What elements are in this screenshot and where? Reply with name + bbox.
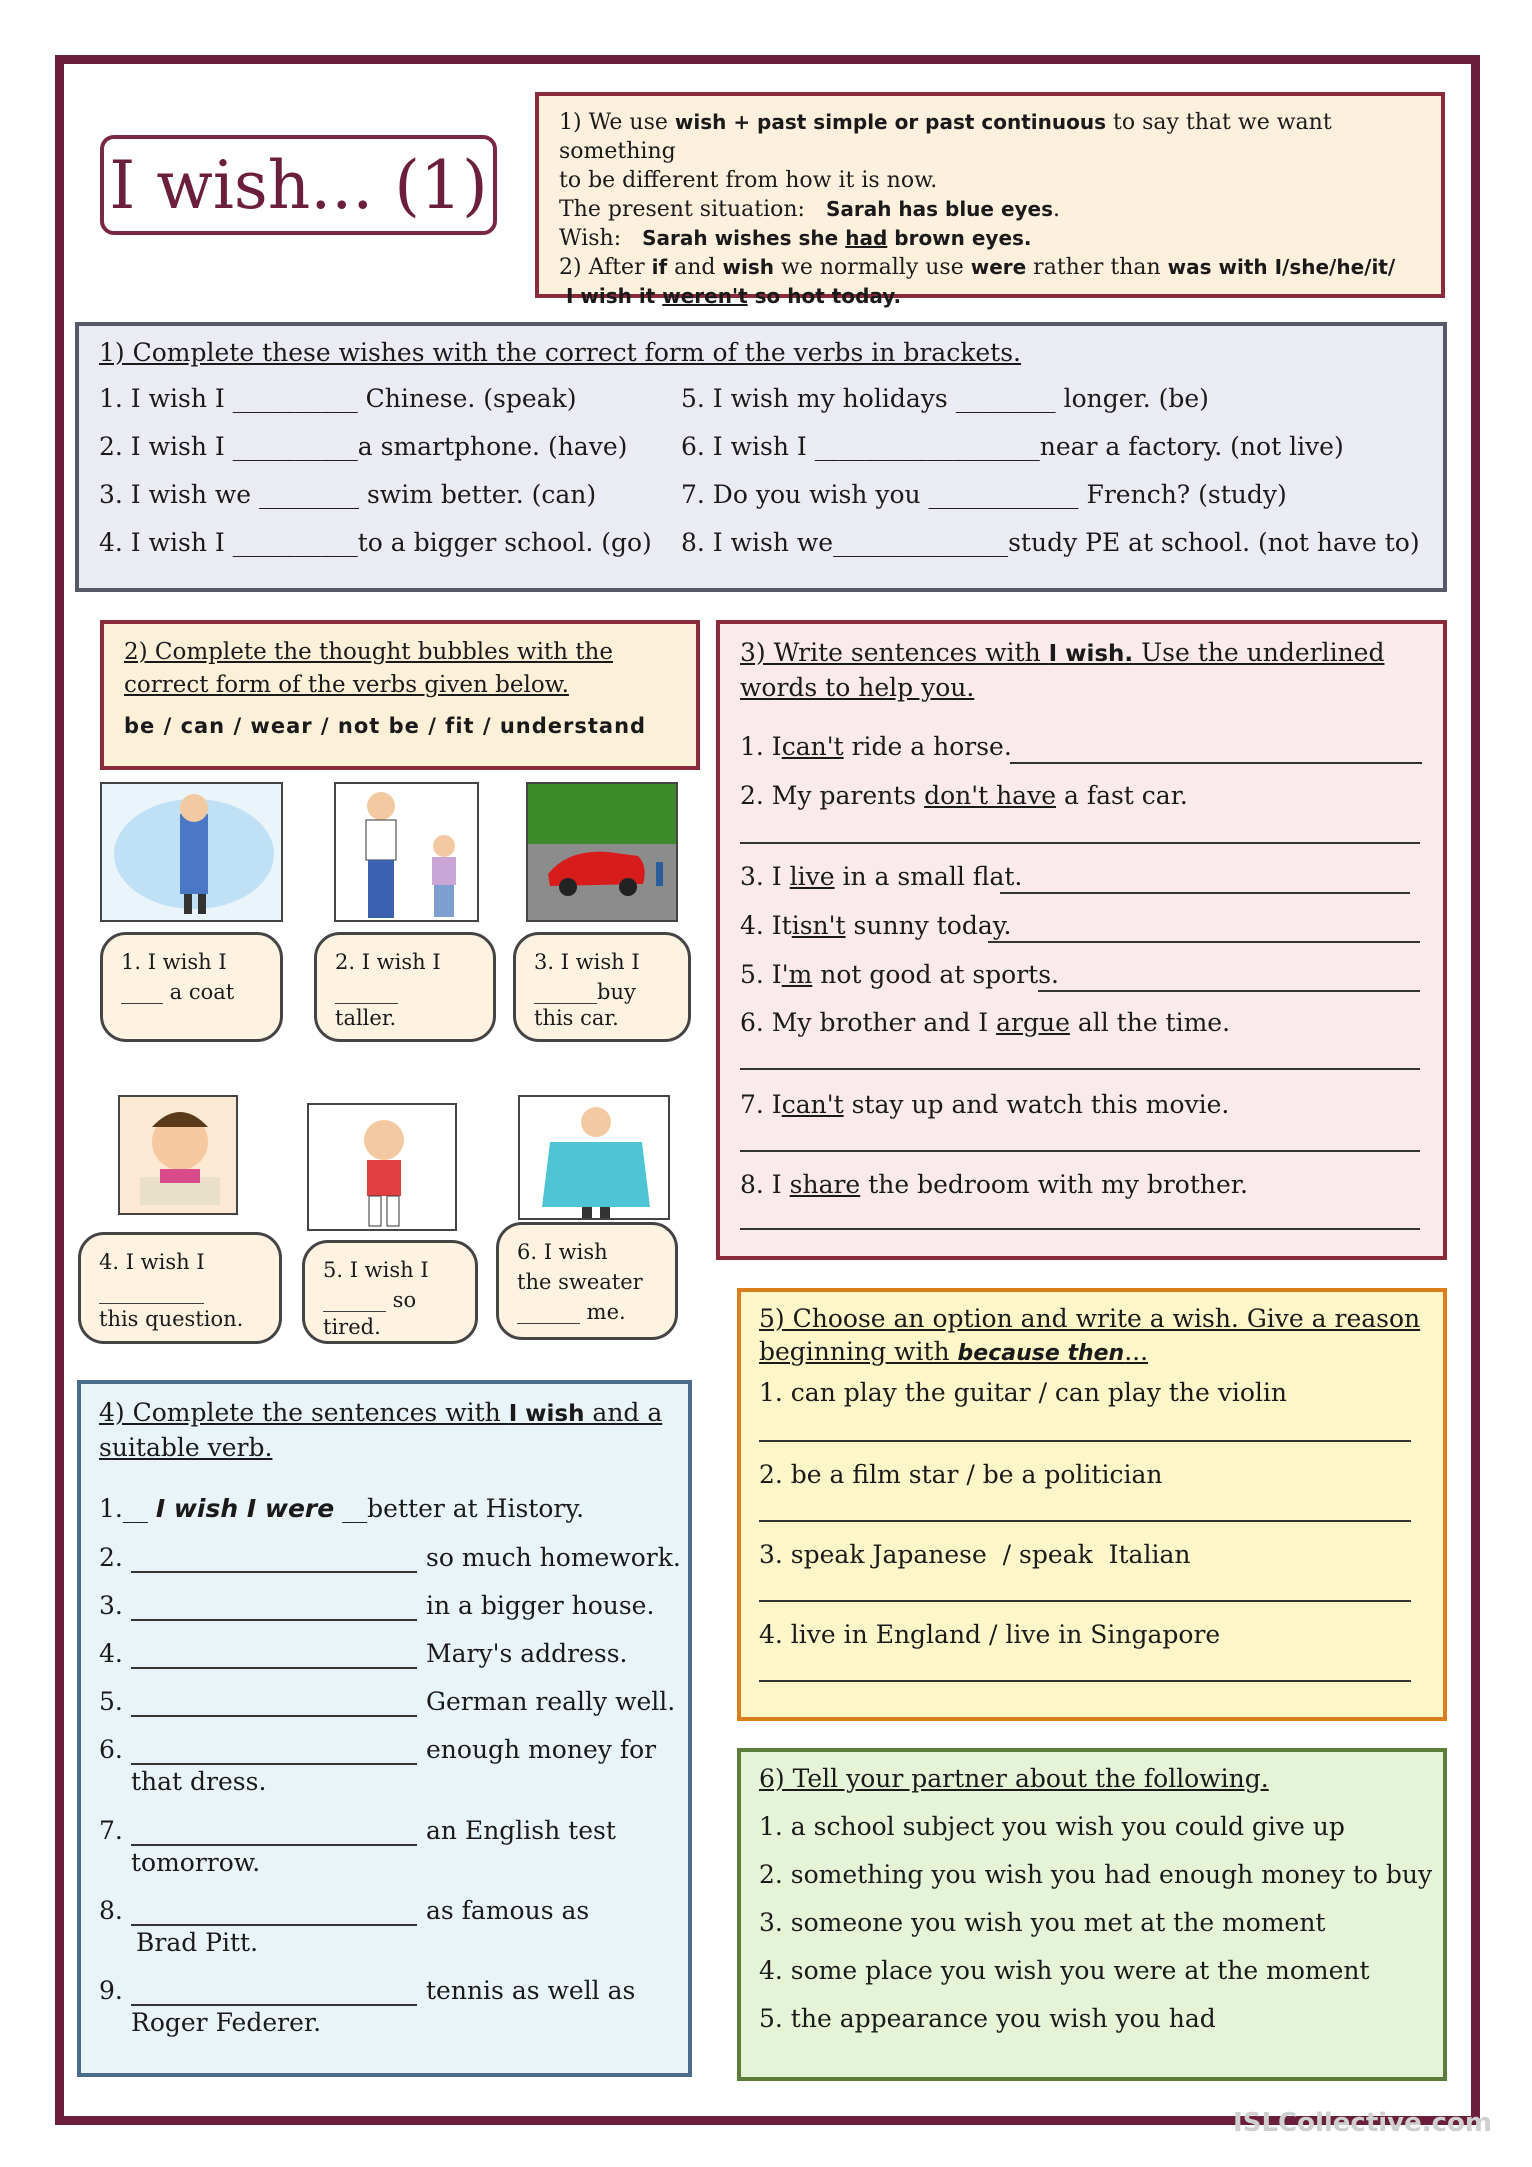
answer-line[interactable] <box>740 1228 1420 1230</box>
ex4-item: in a bigger house. <box>426 1591 655 1620</box>
ex4-item: German really well. <box>426 1687 676 1716</box>
watermark: ISLCollective.com <box>1233 2108 1492 2138</box>
verb-list: be / can / wear / not be / fit / understand <box>124 714 647 738</box>
ex1-item: 8. I wish we______________study PE at school. (not have to) <box>681 528 1420 557</box>
exercise-2 <box>100 620 700 770</box>
answer-line[interactable] <box>740 1150 1420 1152</box>
answer-line[interactable] <box>131 1924 417 1926</box>
ex4-example: 1.__ I wish I were __better at History. <box>99 1494 585 1523</box>
ex3-item: 6. My brother and I argue all the time. <box>740 1008 1231 1037</box>
ex3-item: 2. My parents don't have a fast car. <box>740 781 1188 810</box>
thought-bubble-6: 6. I wish the sweater ______ me. <box>496 1222 678 1340</box>
answer-line[interactable] <box>1038 990 1420 992</box>
ex4-item: as famous as <box>426 1896 590 1925</box>
answer-line[interactable] <box>988 941 1420 943</box>
exercise-1 <box>75 322 1447 592</box>
answer-line[interactable] <box>1010 762 1422 764</box>
ex5-item: 4. live in England / live in Singapore <box>759 1620 1221 1649</box>
ex5-item: 1. can play the guitar / can play the violin <box>759 1378 1288 1407</box>
answer-line[interactable] <box>131 1667 417 1669</box>
ex6-item: 3. someone you wish you met at the moment <box>759 1908 1326 1937</box>
answer-line[interactable] <box>740 842 1420 844</box>
tired-runner-picture <box>307 1103 457 1231</box>
exercise-3: 3) Write sentences with I wish. Use the underlined words to help you. 1. Ican't ride a horse. 2. My parents don't have a fast car. 3. I live in a small flat. 4. Itisn't sunny today. 5. I'm not good at sports. 6. My brother and I argue all the time. 7. Ican't stay up and watch this movie. 8. I share the bedroom with my brother. <box>716 620 1447 1260</box>
exercise-1-heading: 1) Complete these wishes with the correct form of the verbs in brackets. <box>99 338 1021 367</box>
red-car-picture <box>526 782 678 922</box>
grammar-info-box: 1) We use wish + past simple or past continuous to say that we want something to be different from how it is now. The present situation: Sarah has blue eyes. Wish: Sarah wishes she had brown eyes. 2) After if and wish we normally use were rather than was with I/she/he/it/ I wish it weren't so hot today. <box>535 92 1445 298</box>
ex3-item: 3. I live in a small flat. <box>740 862 1023 891</box>
ex1-item: 2. I wish I __________a smartphone. (have) <box>99 432 628 461</box>
confused-girl-picture <box>118 1095 238 1215</box>
ex3-item: 4. Itisn't sunny today. <box>740 911 1012 940</box>
thought-bubble-2: 2. I wish I ______ taller. <box>314 932 496 1042</box>
thought-bubble-5: 5. I wish I ______ so tired. <box>302 1240 478 1344</box>
thought-bubble-1: 1. I wish I ____ a coat <box>100 932 283 1042</box>
ex1-item: 3. I wish we ________ swim better. (can) <box>99 480 597 509</box>
answer-line[interactable] <box>759 1440 1411 1442</box>
thought-bubble-3: 3. I wish I ______buy this car. <box>513 932 691 1042</box>
answer-line[interactable] <box>131 1571 417 1573</box>
exercise-2-heading: 2) Complete the thought bubbles with the correct form of the verbs given below. <box>124 639 613 698</box>
ex1-item: 5. I wish my holidays ________ longer. (be) <box>681 384 1209 413</box>
exercise-6-heading: 6) Tell your partner about the following. <box>759 1764 1269 1793</box>
ex3-item: 5. I'm not good at sports. <box>740 960 1059 989</box>
title-text: I wish... (1) <box>109 146 488 224</box>
ex4-item: so much homework. <box>426 1543 681 1572</box>
ex1-item: 6. I wish I __________________near a factory. (not live) <box>681 432 1344 461</box>
answer-line[interactable] <box>131 1715 417 1717</box>
thought-bubble-4: 4. I wish I __________ this question. <box>78 1232 282 1344</box>
answer-line[interactable] <box>759 1600 1411 1602</box>
ex1-item: 7. Do you wish you ____________ French? (study) <box>681 480 1287 509</box>
answer-line[interactable] <box>131 1763 417 1765</box>
ex6-item: 2. something you wish you had enough money to buy <box>759 1860 1433 1889</box>
answer-line[interactable] <box>759 1680 1411 1682</box>
exercise-6 <box>737 1748 1447 2081</box>
ex4-item: Mary's address. <box>426 1639 628 1668</box>
info-line2: to be different from how it is now. <box>559 168 938 193</box>
exercise-4: 4) Complete the sentences with I wish and a suitable verb. 1.__ I wish I were __better at History. 2. so much homework. 3. in a bigger house. 4. Mary's address. 5. German really well. 6. enough money for that dress. 7. an English test tomorrow. 8. as famous as Brad Pitt. 9. tennis as well as Roger Federer. <box>77 1380 692 2077</box>
page-title <box>100 135 497 235</box>
ex6-item: 5. the appearance you wish you had <box>759 2004 1216 2033</box>
answer-line[interactable] <box>131 2004 417 2006</box>
answer-line[interactable] <box>1000 892 1410 894</box>
ex3-item: 1. Ican't ride a horse. <box>740 732 1012 761</box>
answer-line[interactable] <box>759 1520 1411 1522</box>
ex5-item: 2. be a film star / be a politician <box>759 1460 1163 1489</box>
ex3-item: 7. Ican't stay up and watch this movie. <box>740 1090 1230 1119</box>
ex6-item: 1. a school subject you wish you could give up <box>759 1812 1345 1841</box>
ex3-item: 8. I share the bedroom with my brother. <box>740 1170 1248 1199</box>
ex5-item: 3. speak Japanese / speak Italian <box>759 1540 1191 1569</box>
big-sweater-picture <box>518 1095 670 1220</box>
ex1-item: 1. I wish I __________ Chinese. (speak) <box>99 384 577 413</box>
ex6-item: 4. some place you wish you were at the moment <box>759 1956 1370 1985</box>
answer-line[interactable] <box>131 1844 417 1846</box>
answer-line[interactable] <box>131 1619 417 1621</box>
ex1-item: 4. I wish I __________to a bigger school. (go) <box>99 528 652 557</box>
ex4-item: enough money for <box>426 1735 657 1764</box>
exercise-5: 5) Choose an option and write a wish. Give a reason beginning with because then... 1. can play the guitar / can play the violin 2. be a film star / be a politician 3. speak Japanese / speak Italian 4. live in England / live in Singapore <box>737 1288 1447 1721</box>
answer-line[interactable] <box>740 1068 1420 1070</box>
tall-and-short-boys-picture <box>334 782 479 922</box>
ex4-item: an English test <box>426 1816 616 1845</box>
ex4-item: tennis as well as <box>426 1976 636 2005</box>
snowy-man-picture <box>100 782 283 922</box>
